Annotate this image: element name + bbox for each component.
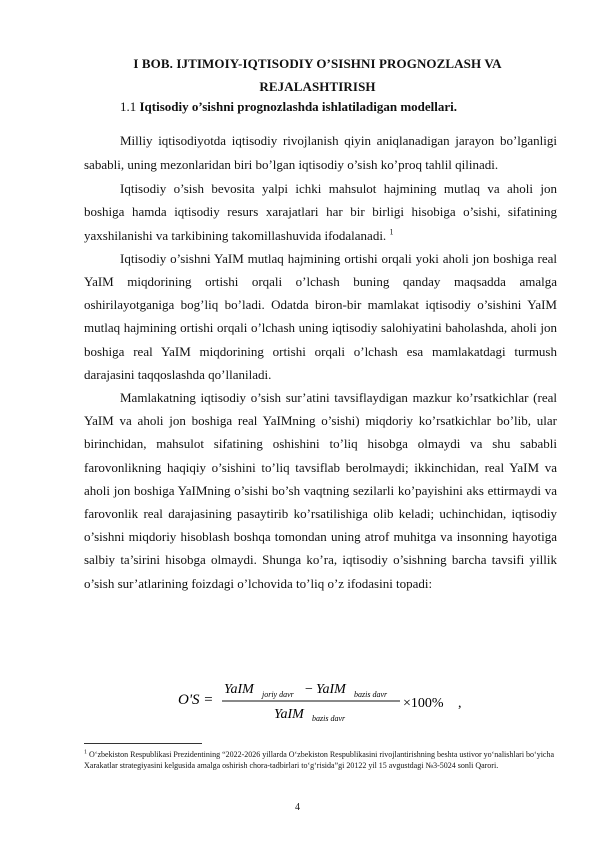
formula-den-sub: bazis davr bbox=[312, 714, 346, 722]
formula-num-b-sub: bazis davr bbox=[354, 690, 388, 699]
paragraph-2-text: Iqtisodiy o’sish bevosita yalpi ichki mahsulot hajmining mutlaq va aholi jon boshiga hamda iqtisodiy resurs xarajatlari har bir birligi hisobiga o’sishi, sifatining yaxshilanishi va tarkibining takomillashuvida ifodalanadi. bbox=[84, 181, 557, 243]
formula-num-b: YaIM bbox=[316, 682, 346, 697]
paragraph-2 bbox=[84, 177, 557, 247]
body-text bbox=[84, 129, 557, 595]
paragraph-3-text: Iqtisodiy o’sishni YaIM mutlaq hajmining ortishi orqali yoki aholi jon boshiga real YaIM miqdorining ortishi orqali o’lchash buning qanday maqsadda amalga oshirilayotganiga bog’liq bo’ladi. Odatda biron-bir mamlakat iqtisodiy o’sishini YaIM mutlaq hajmining ortishi orqali o’lchash uning iqtisodiy salohiyatini baholashda, aholi jon boshiga real YaIM miqdorining ortishi orqali o’lchash esa mamlakatdagi turmush darajasini taqqoslashda qo’llaniladi. bbox=[84, 250, 557, 382]
growth-rate-formula bbox=[178, 676, 478, 722]
section-title: Iqtisodiy o’sishni prognozlashda ishlatiladigan modellari. bbox=[139, 99, 457, 114]
chapter-title-line-1: I BOB. IJTIMOIY-IQTISODIY O’SISHNI PROGNOZLASH VA bbox=[133, 56, 502, 71]
formula-num-a: YaIM bbox=[224, 682, 254, 697]
page-number: 4 bbox=[295, 802, 300, 813]
footnote-reference[interactable]: 1 bbox=[389, 227, 394, 237]
footnote-mark: 1 bbox=[84, 749, 87, 756]
footnote-separator bbox=[84, 743, 202, 744]
formula-times-percent: ×100% bbox=[403, 696, 444, 711]
footnote bbox=[84, 749, 557, 771]
formula-lhs: O'S = bbox=[178, 692, 214, 708]
chapter-title bbox=[80, 52, 555, 98]
paragraph-1 bbox=[84, 129, 557, 177]
formula-num-a-sub: joriy davr bbox=[262, 690, 294, 699]
formula-comma: , bbox=[458, 696, 462, 711]
section-number: 1.1 bbox=[120, 99, 137, 114]
formula-minus: − bbox=[305, 682, 313, 697]
paragraph-4 bbox=[84, 386, 557, 595]
paragraph-4-text: Mamlakatning iqtisodiy o’sish sur’atini tavsiflaydigan mazkur ko’rsatkichlar (real YaIM va aholi jon boshiga real YaIMning o’sishi) miqdoriy ko’rsatkichlar bo’lib, ular birinchidan, mahsulot sifatining oshishini to’liq hisobga olmaydi va shu sababli farovonlikning haqiqiy o’sishini to’liq tavsiflab berolmaydi; ikkinchidan, real YaIM va aholi jon boshiga YaIMning o’sishi bo’sh vaqtning sezilarli ko’payishini aks ettirmaydi va farovonlik real darajasining pasaytirib ko’rsatilishiga olib keladi; uchinchidan, iqtisodiy o’sishni miqdoriy hisoblash boshqa tomondan uning atrof muhitga va insonning hayotiga salbiy ta’sirini hisobga olmaydi. Shunga ko’ra, iqtisodiy o’sishning barcha tavsifi yillik o’sish sur’atlarining foizdagi o’lchovida to’liq o’z ifodasini topadi: bbox=[84, 390, 557, 591]
paragraph-1-text: Milliy iqtisodiyotda iqtisodiy rivojlanish qiyin aniqlanadigan jarayon bo’lganligi sababli, uning mezonlaridan biri bo’lgan iqtisodiy o’sish ko’proq tahlil qilinadi. bbox=[84, 133, 557, 173]
paragraph-3 bbox=[84, 247, 557, 386]
chapter-title-line-2: REJALASHTIRISH bbox=[259, 79, 376, 94]
section-heading bbox=[120, 97, 560, 117]
formula-den: YaIM bbox=[274, 707, 304, 722]
footnote-text: O‘zbekiston Respublikasi Prezidentining “2022-2026 yillarda O‘zbekiston Respublikasini rivojlantirishning beshta ustivor yo‘nalishlari bo‘yicha Xarakatlar strategiyasini kelgusida amalga oshirish chora-tadbirlari to‘g‘risida”gi 20122 yil 15 avgustdagi №3-5024 sonli Qarori. bbox=[84, 750, 555, 770]
